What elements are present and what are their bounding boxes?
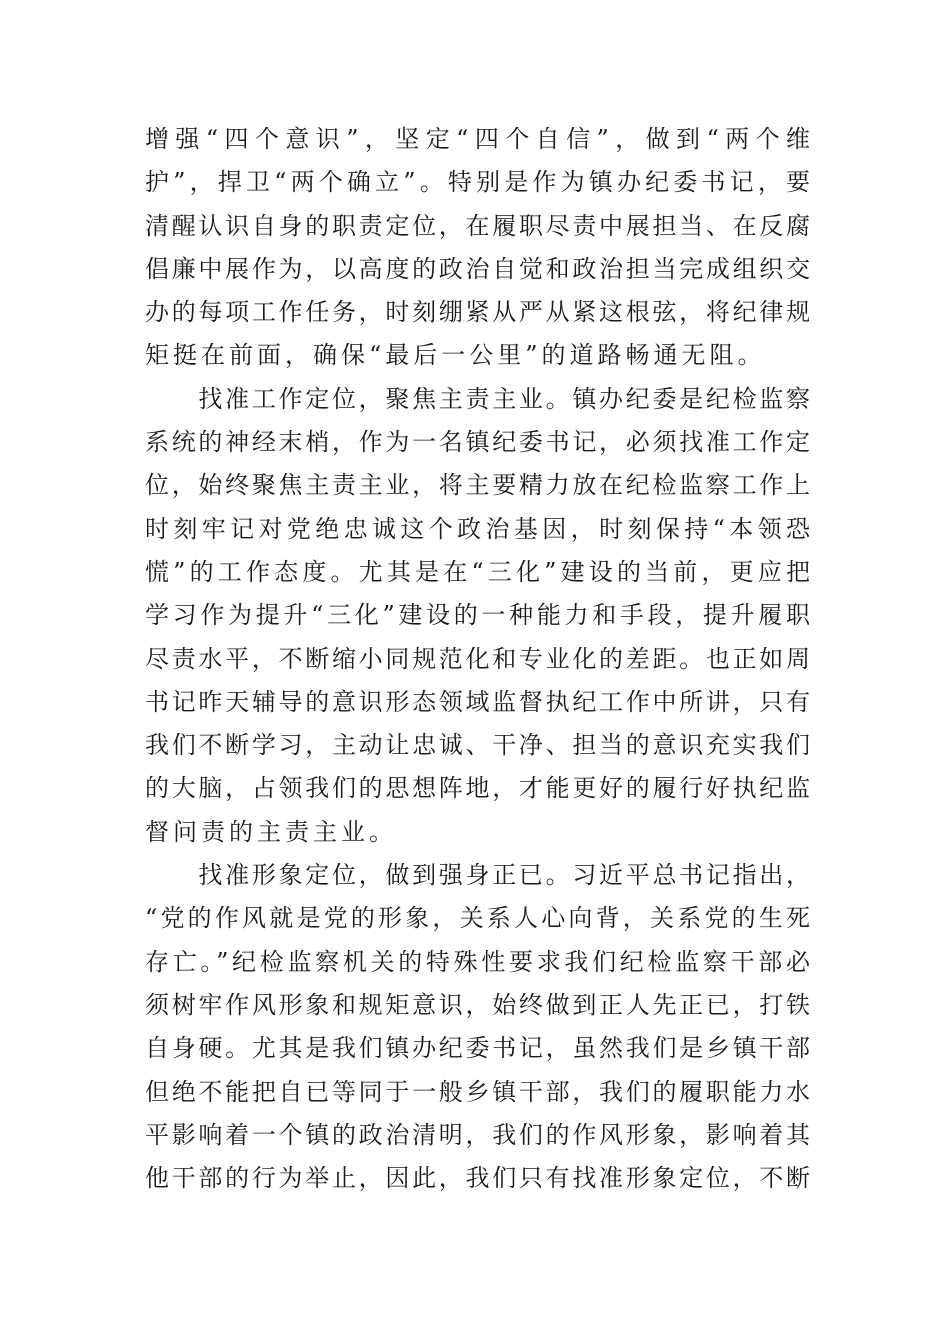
text-line: 平影响着一个镇的政治清明，我们的作风形象，影响着其 xyxy=(145,1120,810,1149)
text-line: 时刻牢记对党绝忠诚这个政治基因，时刻保持“本领恐 xyxy=(145,514,810,543)
text-line: 但绝不能把自已等同于一般乡镇干部，我们的履职能力水 xyxy=(145,1077,810,1106)
text-line: 办的每项工作任务，时刻绷紧从严从紧这根弦，将纪律规 xyxy=(145,298,810,327)
text-line: 书记昨天辅导的意识形态领域监督执纪工作中所讲，只有 xyxy=(145,687,810,716)
text-line: “党的作风就是党的形象，关系人心向背，关系党的生死 xyxy=(145,904,810,933)
text-line: 须树牢作风形象和规矩意识，始终做到正人先正已，打铁 xyxy=(145,990,810,1019)
text-line: 自身硬。尤其是我们镇办纪委书记，虽然我们是乡镇干部 xyxy=(145,1034,810,1063)
text-line: 找准工作定位，聚焦主责主业。镇办纪委是纪检监察 xyxy=(145,384,810,413)
text-line: 倡廉中展作为，以高度的政治自觉和政治担当完成组织交 xyxy=(145,254,810,283)
text-line: 学习作为提升“三化”建设的一种能力和手段，提升履职 xyxy=(145,601,810,630)
text-line: 尽责水平，不断缩小同规范化和专业化的差距。也正如周 xyxy=(145,644,810,673)
text-line: 他干部的行为举止，因此，我们只有找准形象定位，不断 xyxy=(145,1164,810,1193)
text-line: 的大脑，占领我们的思想阵地，才能更好的履行好执纪监 xyxy=(145,774,810,803)
text-line: 系统的神经末梢，作为一名镇纪委书记，必须找准工作定 xyxy=(145,428,810,457)
text-line: 矩挺在前面，确保“最后一公里”的道路畅通无阻。 xyxy=(145,341,766,370)
body-text xyxy=(145,118,810,1200)
text-line: 存亡。”纪检监察机关的特殊性要求我们纪检监察干部必 xyxy=(145,947,810,976)
text-line: 督问责的主责主业。 xyxy=(145,817,397,846)
text-line: 增强“四个意识”，坚定“四个自信”，做到“两个维 xyxy=(145,125,810,153)
text-line: 护”，捍卫“两个确立”。特别是作为镇办纪委书记，要 xyxy=(145,168,810,197)
text-line: 我们不断学习，主动让忠诚、干净、担当的意识充实我们 xyxy=(145,731,810,760)
text-line: 慌”的工作态度。尤其是在“三化”建设的当前，更应把 xyxy=(145,557,810,586)
text-line: 位，始终聚焦主责主业，将主要精力放在纪检监察工作上 xyxy=(145,471,810,500)
text-line: 找准形象定位，做到强身正已。习近平总书记指出， xyxy=(145,861,810,890)
text-line: 清醒认识自身的职责定位，在履职尽责中展担当、在反腐 xyxy=(145,211,810,240)
